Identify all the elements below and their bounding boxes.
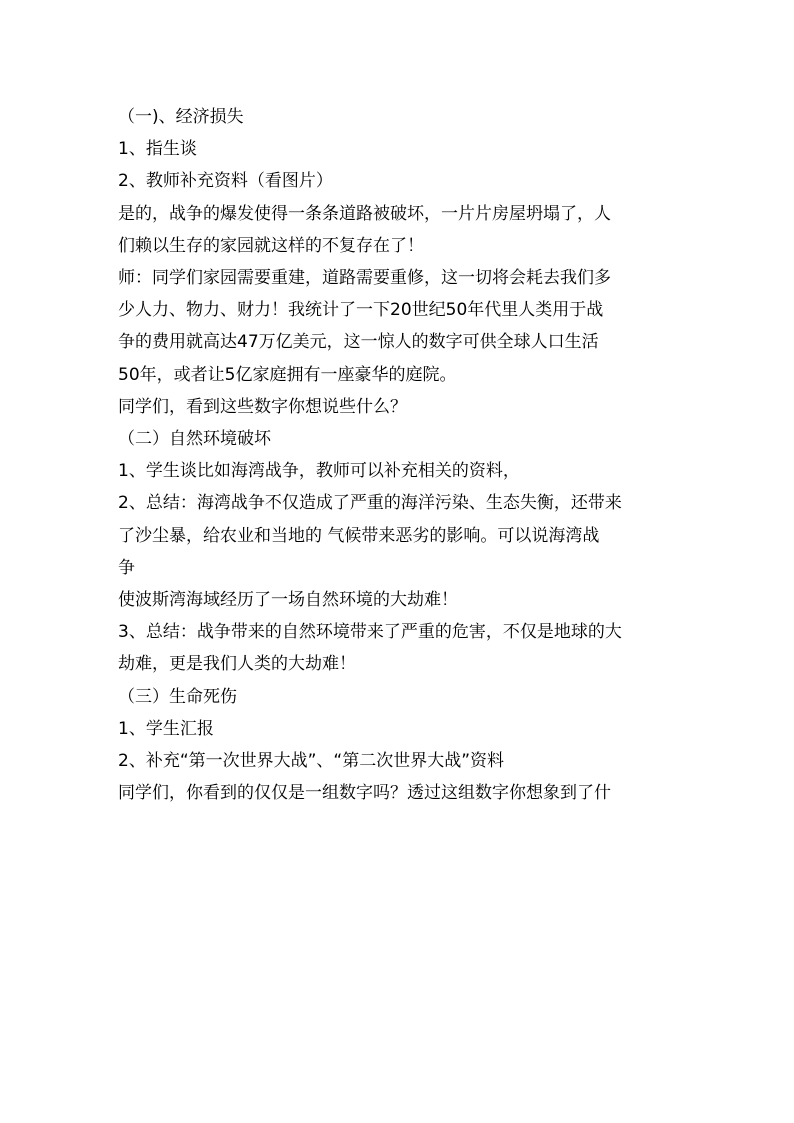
paragraph-line: 师：同学们家园需要重建，道路需要重修，这一切将会耗去我们多 bbox=[118, 268, 611, 289]
paragraph-line: 争 bbox=[118, 557, 135, 578]
paragraph-line: 2、补充“第一次世界大战”、“第二次世界大战”资料 bbox=[118, 751, 505, 772]
section-heading-economic-loss: （一)、经济损失 bbox=[118, 107, 244, 127]
paragraph-line: 2、总结：海湾战争不仅造成了严重的海洋污染、生态失衡，还带来 bbox=[118, 493, 622, 514]
paragraph-line: 同学们，你看到的仅仅是一组数字吗？透过这组数字你想象到了什 bbox=[118, 783, 611, 804]
section-heading-casualties: （三）生命死伤 bbox=[118, 686, 237, 707]
paragraph-line: 少人力、物力、财力！我统计了一下20世纪50年代里人类用于战 bbox=[118, 300, 604, 321]
paragraph-line: 2、教师补充资料（看图片） bbox=[118, 171, 333, 192]
paragraph-line: 3、总结：战争带来的自然环境带来了严重的危害，不仅是地球的大 bbox=[118, 622, 622, 643]
paragraph-line: 争的费用就高达47万亿美元，这一惊人的数字可供全球人口生活 bbox=[118, 332, 599, 353]
paragraph-line: 使波斯湾海域经历了一场自然环境的大劫难！ bbox=[118, 590, 458, 611]
paragraph-line: 1、学生汇报 bbox=[118, 718, 214, 739]
paragraph-line: 们赖以生存的家园就这样的不复存在了！ bbox=[118, 235, 424, 256]
paragraph-line: 同学们，看到这些数字你想说些什么？ bbox=[118, 396, 407, 417]
paragraph-line: 是的，战争的爆发使得一条条道路被破坏，一片片房屋坍塌了，人 bbox=[118, 203, 611, 224]
section-heading-environment: （二）自然环境破坏 bbox=[118, 429, 271, 450]
document-body bbox=[118, 101, 678, 809]
paragraph-line: 50年，或者让5亿家庭拥有一座豪华的庭院。 bbox=[118, 364, 457, 385]
paragraph-line: 劫难，更是我们人类的大劫难！ bbox=[118, 654, 356, 675]
paragraph-line: 1、指生谈 bbox=[118, 139, 197, 160]
paragraph-line: 1、学生谈比如海湾战争，教师可以补充相关的资料， bbox=[118, 461, 520, 482]
paragraph-line: 了沙尘暴，给农业和当地的 气候带来恶劣的影响。可以说海湾战 bbox=[118, 525, 600, 546]
